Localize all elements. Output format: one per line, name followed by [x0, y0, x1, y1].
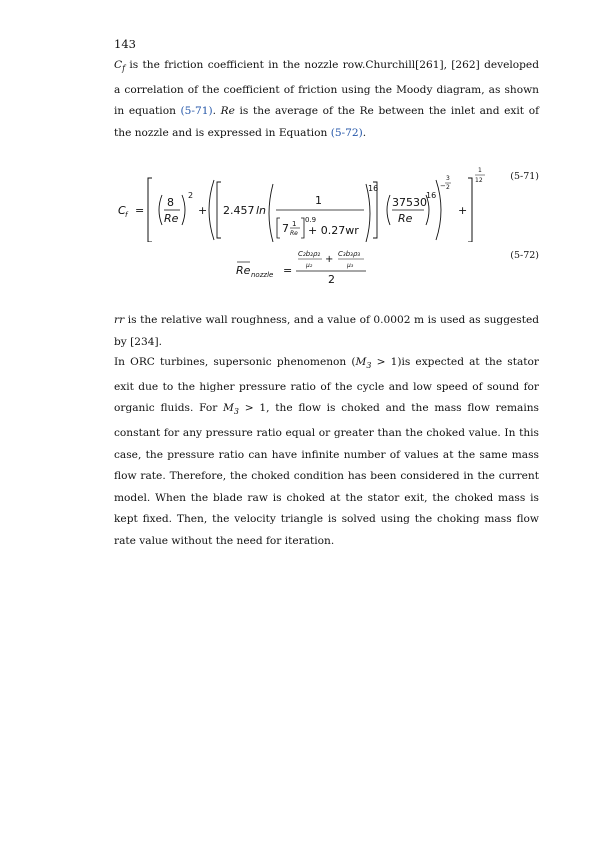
- svg-text:ln: ln: [256, 204, 267, 217]
- re-nozzle-lhs: Re: [236, 264, 251, 277]
- svg-text:2: 2: [328, 273, 335, 286]
- svg-text:16: 16: [426, 191, 437, 200]
- svg-text:Re: Re: [398, 212, 413, 225]
- page-number: 143: [114, 37, 136, 51]
- svg-text:1: 1: [292, 220, 297, 228]
- svg-text:μ₃: μ₃: [347, 262, 354, 269]
- svg-text:0.9: 0.9: [305, 216, 317, 224]
- equation-5-71: [110, 162, 490, 242]
- equation-number-5-71: (5-71): [510, 171, 539, 182]
- svg-text:12: 12: [475, 177, 483, 184]
- svg-text:+: +: [198, 204, 208, 217]
- equation-ref-5-71[interactable]: (5-71): [180, 105, 213, 118]
- paragraph-orc-turbines: In ORC turbines, supersonic phenomenon $(M_3 > 1)is$ expected at the stator exit due to the higher pressure ratio of the cycle and low speed of sound for organic fluids. For $M_3 > 1$, the flow is choked and the mass flow remains constant for any pressure ratio equal or greater than the choked value. In this case, the pressure ratio can have infinite number of values at the same mass flow rate. Therefore, the choked condition has been considered in the current model. When the blade raw is choked at the stator exit, the choked mass is kept fixed. Then, the velocity triangle is solved using the choking mass flow rate value without the need for iteration.: [114, 356, 539, 547]
- svg-text:8: 8: [167, 196, 174, 209]
- svg-text:+: +: [325, 254, 334, 265]
- svg-text:1: 1: [478, 167, 482, 174]
- paragraph-friction-coefficient: $C_f$ is the friction coefficient in the nozzle row.Churchill[261], [262] developed a correlation of the coefficient of friction using the Moody diagram, as shown in equation (5-71). Re is the average of the Re between the inlet and exit of the nozzle and is expressed in Equation (5-72).: [114, 59, 539, 139]
- svg-text:=: =: [283, 264, 293, 277]
- svg-text:Re: Re: [290, 230, 298, 237]
- svg-text:2: 2: [188, 191, 194, 200]
- svg-text:f: f: [125, 211, 128, 219]
- svg-text:16: 16: [368, 184, 379, 193]
- paragraph-wall-roughness: rr is the relative wall roughness, and a value of 0.0002 m is used as suggested by [234].: [114, 314, 539, 348]
- svg-text:+: +: [458, 204, 468, 217]
- svg-text:C₂b₂ρ₂: C₂b₂ρ₂: [298, 250, 321, 258]
- svg-text:μ₂: μ₂: [306, 262, 313, 269]
- svg-text:3: 3: [446, 175, 450, 182]
- svg-text:nozzle: nozzle: [251, 271, 274, 279]
- svg-text:Re: Re: [164, 212, 179, 225]
- svg-text:C₃b₃ρ₃: C₃b₃ρ₃: [338, 250, 361, 258]
- svg-text:1: 1: [315, 194, 322, 207]
- svg-text:7: 7: [282, 222, 289, 235]
- svg-text:2: 2: [446, 184, 450, 191]
- equation-number-5-72: (5-72): [510, 250, 539, 261]
- cf-symbol: $C_f$: [114, 59, 126, 74]
- equation-ref-5-72[interactable]: (5-72): [330, 126, 363, 139]
- equation-5-72: [230, 246, 380, 286]
- svg-text:=: =: [135, 204, 145, 217]
- svg-text:2.457: 2.457: [223, 204, 255, 217]
- svg-text:37530: 37530: [392, 196, 427, 209]
- svg-text:+ 0.27wr: + 0.27wr: [308, 224, 359, 237]
- cf-lhs: C: [118, 204, 126, 217]
- svg-text:−: −: [440, 182, 446, 190]
